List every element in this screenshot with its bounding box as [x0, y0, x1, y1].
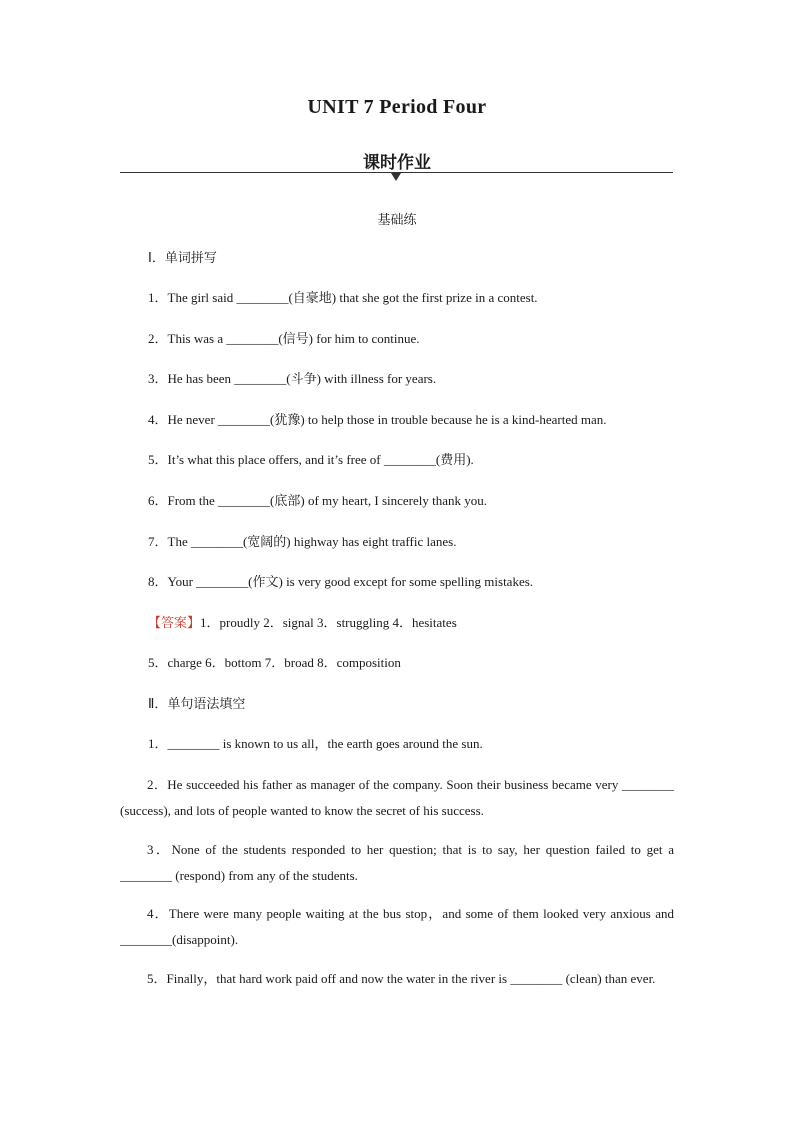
page-title: UNIT 7 Period Four: [307, 96, 487, 118]
section2-item-1: 1．________ is known to us all，the earth goes around the sun.: [148, 736, 483, 751]
level-heading: 基础练: [377, 213, 417, 228]
section1-item-7: 7．The ________(宽阔的) highway has eight traffic lanes.: [148, 534, 457, 549]
section1-item-8: 8．Your ________(作文) is very good except for some spelling mistakes.: [148, 574, 534, 589]
divider-arrow-icon: [391, 173, 401, 181]
section1-item-4: 4．He never ________(犹豫) to help those in trouble because he is a kind-hearted man.: [148, 412, 607, 427]
section2-item-4: 4．There were many people waiting at the bus stop，and some of them looked very anxious and ________(disappoint).: [120, 906, 674, 947]
page-subtitle: 课时作业: [363, 153, 431, 173]
section1-item-3: 3．He has been ________(斗争) with illness for years.: [148, 371, 437, 386]
section1-item-1: 1．The girl said ________(自豪地) that she got the first prize in a contest.: [148, 290, 538, 305]
section2-label: Ⅱ．单句语法填空: [148, 696, 246, 711]
section1-item-2: 2．This was a ________(信号) for him to continue.: [148, 331, 420, 346]
answer-tag: 【答案】: [148, 616, 201, 631]
answer-values-1: 1．proudly 2．signal 3．struggling 4．hesitates: [200, 615, 457, 630]
section2-item-2: 2．He succeeded his father as manager of the company. Soon their business became very ________ (success), and lots of people wanted to know the secret of his success.: [120, 777, 674, 818]
section1-item-6: 6．From the ________(底部) of my heart, I sincerely thank you.: [148, 493, 488, 508]
section2-item-5: 5．Finally，that hard work paid off and now the water in the river is ________ (clean) than ever.: [147, 971, 656, 986]
section1-label: Ⅰ．单词拼写: [148, 250, 217, 265]
section2-item-3: 3．None of the students responded to her question; that is to say, her question failed to get a ________ (respond) from any of the students.: [120, 842, 674, 883]
answer-line-2: 5．charge 6．bottom 7．broad 8．composition: [148, 655, 401, 670]
section1-item-5: 5．It’s what this place offers, and it’s free of ________(费用).: [148, 452, 474, 467]
answer-line-1: [148, 615, 457, 632]
